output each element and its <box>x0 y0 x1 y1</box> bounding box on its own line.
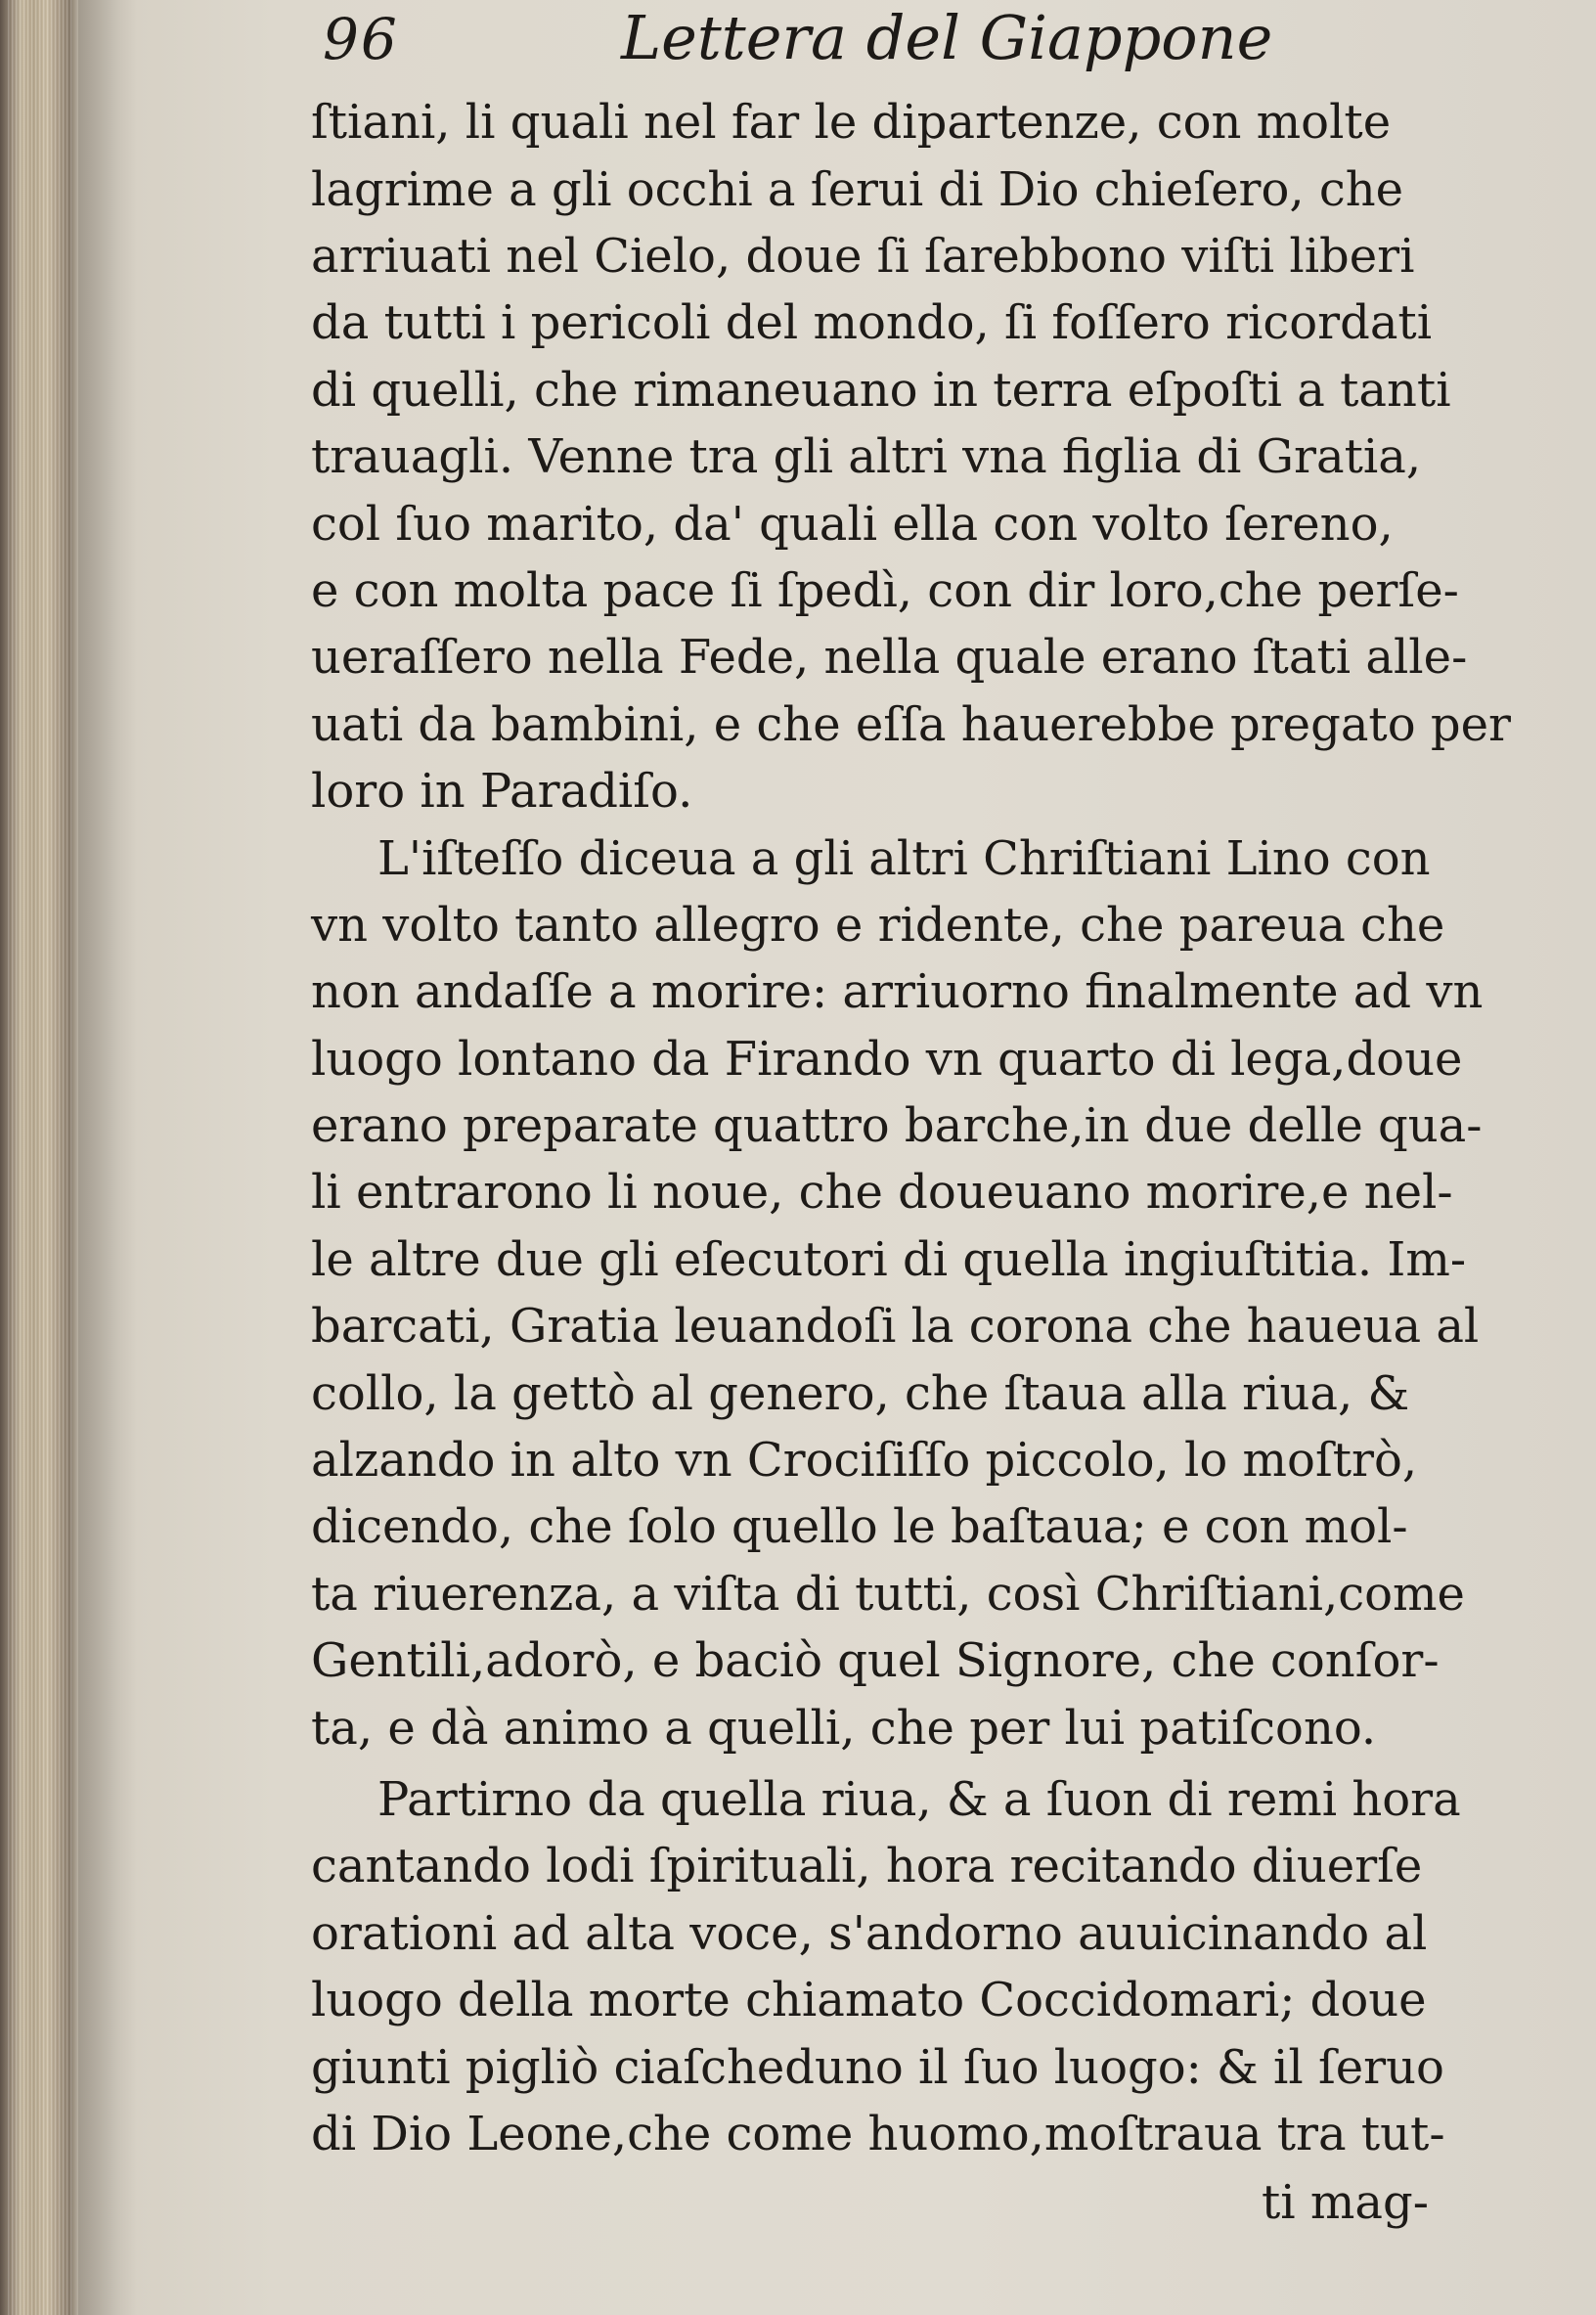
text-line: non andaſſe a morire: arriuorno finalmente ad vn <box>311 964 1484 1019</box>
text-line: ta, e dà animo a quelli, che per lui patiſcono. <box>311 1701 1377 1756</box>
book-edge <box>0 0 78 2315</box>
text-line: ſtiani, li quali nel far le dipartenze, con molte <box>311 95 1392 150</box>
page-header <box>323 2 1301 80</box>
text-line: luogo della morte chiamato Coccidomari; doue <box>311 1973 1427 2027</box>
text-line: e con molta pace ſi ſpedì, con dir loro,che perſe- <box>311 563 1459 618</box>
text-line: erano preparate quattro barche,in due delle qua- <box>311 1098 1483 1153</box>
text-line: arriuati nel Cielo, doue ſi ſarebbono viſti liberi <box>311 229 1415 284</box>
paragraph-first-line: L'iſteſſo diceua a gli altri Chriſtiani Lino con <box>377 831 1431 886</box>
text-line: trauagli. Venne tra gli altri vna figlia di Gratia, <box>311 429 1422 484</box>
running-title: Lettera del Giappone <box>621 2 1273 73</box>
text-line: loro in Paradiſo. <box>311 764 693 819</box>
text-line: barcati, Gratia leuandoſi la corona che haueua al <box>311 1299 1480 1354</box>
text-line: ta riuerenza, a viſta di tutti, così Chriſtiani,come <box>311 1567 1465 1622</box>
text-line: col ſuo marito, da' quali ella con volto ſereno, <box>311 497 1394 552</box>
text-line: vn volto tanto allegro e ridente, che pareua che <box>311 898 1445 953</box>
text-line: collo, la gettò al genero, che ſtaua alla riua, & <box>311 1366 1410 1421</box>
text-line: li entrarono li noue, che doueuano morire,e nel- <box>311 1165 1453 1220</box>
text-line: luogo lontano da Firando vn quarto di lega,doue <box>311 1032 1463 1087</box>
catchword: ti mag- <box>1262 2175 1429 2230</box>
text-line: di Dio Leone,che come huomo,moſtraua tra tut- <box>311 2107 1445 2161</box>
text-line: di quelli, che rimaneuano in terra eſpoſti a tanti <box>311 363 1451 418</box>
text-line: Gentili,adorò, e baciò quel Signore, che conſor- <box>311 1633 1440 1688</box>
text-line: cantando lodi ſpirituali, hora recitando diuerſe <box>311 1839 1423 1893</box>
text-line: giunti pigliò ciaſcheduno il ſuo luogo: & il ſeruo <box>311 2040 1444 2095</box>
text-line: le altre due gli eſecutori di quella ingiuſtitia. Im- <box>311 1232 1467 1287</box>
text-line: alzando in alto vn Crociſiſſo piccolo, lo moſtrò, <box>311 1433 1418 1488</box>
paragraph-first-line: Partirno da quella riua, & a ſuon di remi hora <box>377 1772 1461 1827</box>
book-edge-texture <box>8 0 72 2315</box>
text-line: dicendo, che ſolo quello le baſtaua; e con mol- <box>311 1499 1408 1554</box>
text-line: uati da bambini, e che eſſa hauerebbe pregato per <box>311 697 1511 752</box>
page-number: 96 <box>323 6 399 72</box>
text-line: da tutti i pericoli del mondo, ſi foſſero ricordati <box>311 295 1433 350</box>
gutter-shadow <box>78 0 137 2315</box>
text-line: orationi ad alta voce, s'andorno auuicinando al <box>311 1906 1428 1961</box>
text-line: ueraſſero nella Fede, nella quale erano ſtati alle- <box>311 630 1468 685</box>
text-line: lagrime a gli occhi a ſerui di Dio chieſero, che <box>311 162 1404 217</box>
